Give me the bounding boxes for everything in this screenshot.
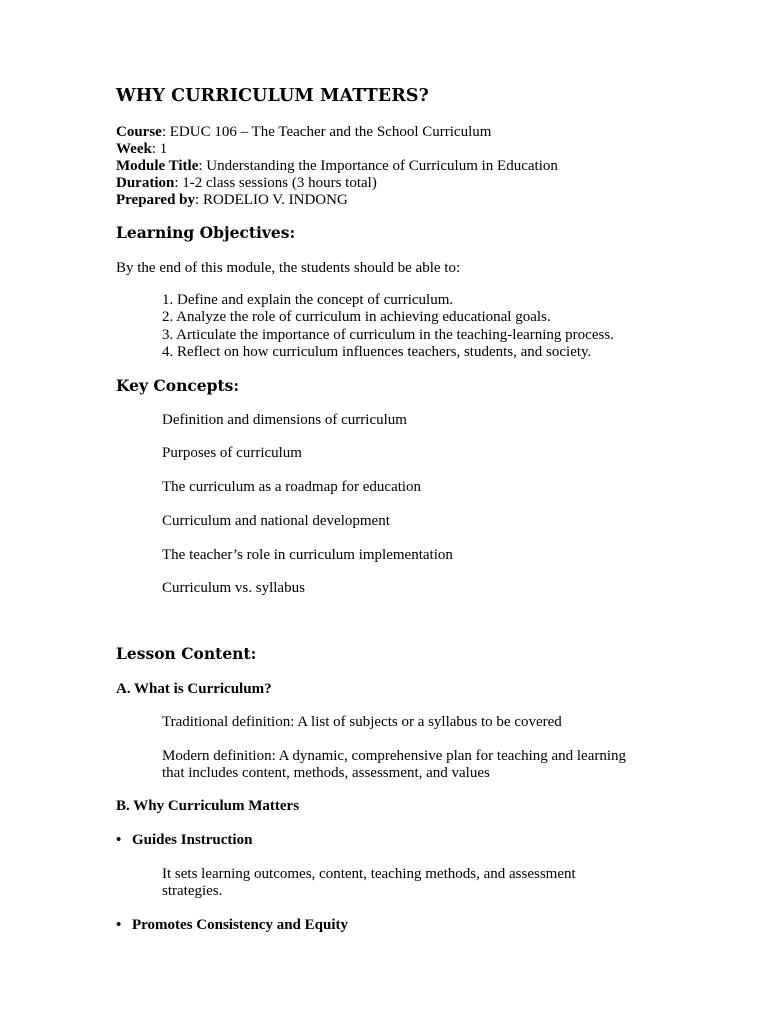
section-b-title: B. Why Curriculum Matters — [116, 798, 300, 814]
bullet-label: Guides Instruction — [132, 832, 253, 848]
week-line — [116, 141, 558, 158]
bullet-icon: • — [116, 832, 122, 848]
course-line — [116, 124, 558, 141]
bullet-guides-instruction — [116, 832, 252, 849]
bullet-icon: • — [116, 917, 122, 933]
course-value: : EDUC 106 – The Teacher and the School Curriculum — [161, 124, 492, 140]
module-title-value: : Understanding the Importance of Curriculum in Education — [198, 158, 558, 174]
list-item: The teacher’s role in curriculum implementation — [162, 547, 453, 563]
learning-objectives-heading: Learning Objectives: — [116, 223, 296, 242]
prepared-by-line — [116, 192, 558, 209]
course-label: Course — [116, 124, 162, 140]
lesson-content-heading: Lesson Content: — [116, 644, 257, 663]
prepared-by-label: Prepared by — [116, 192, 196, 208]
module-info — [116, 124, 558, 209]
modern-definition-line2: that includes content, methods, assessment, and values — [162, 765, 490, 781]
duration-label: Duration — [116, 175, 175, 191]
bullet-consistency-equity — [116, 917, 348, 934]
list-item: 4. Reflect on how curriculum influences teachers, students, and society. — [162, 343, 592, 360]
section-a-title: A. What is Curriculum? — [116, 681, 272, 697]
list-item: The curriculum as a roadmap for education — [162, 479, 422, 495]
week-value: : 1 — [151, 141, 168, 157]
document-title: WHY CURRICULUM MATTERS? — [116, 86, 429, 106]
list-item: Purposes of curriculum — [162, 445, 302, 461]
prepared-by-value: : RODELIO V. INDONG — [195, 192, 348, 208]
list-item: 2. Analyze the role of curriculum in achieving educational goals. — [162, 309, 551, 326]
traditional-definition: Traditional definition: A list of subjects or a syllabus to be covered — [162, 714, 562, 730]
list-item: 3. Articulate the importance of curriculum in the teaching-learning process. — [162, 326, 614, 343]
duration-value: : 1-2 class sessions (3 hours total) — [174, 175, 377, 191]
objectives-intro: By the end of this module, the students should be able to: — [116, 260, 461, 276]
guides-instruction-text-line1: It sets learning outcomes, content, teaching methods, and assessment — [162, 866, 576, 882]
key-concepts-heading: Key Concepts: — [116, 376, 240, 395]
list-item: 1. Define and explain the concept of curriculum. — [162, 292, 454, 308]
list-item: Curriculum vs. syllabus — [162, 580, 305, 596]
list-item: Definition and dimensions of curriculum — [162, 412, 407, 428]
guides-instruction-text-line2: strategies. — [162, 883, 223, 899]
duration-line — [116, 175, 558, 192]
week-label: Week — [116, 141, 152, 157]
list-item: Curriculum and national development — [162, 513, 390, 529]
modern-definition-line1: Modern definition: A dynamic, comprehensive plan for teaching and learning — [162, 748, 627, 764]
module-title-label: Module Title — [116, 158, 199, 174]
objectives-list — [162, 292, 614, 361]
module-title-line — [116, 158, 558, 175]
bullet-label: Promotes Consistency and Equity — [132, 917, 348, 933]
